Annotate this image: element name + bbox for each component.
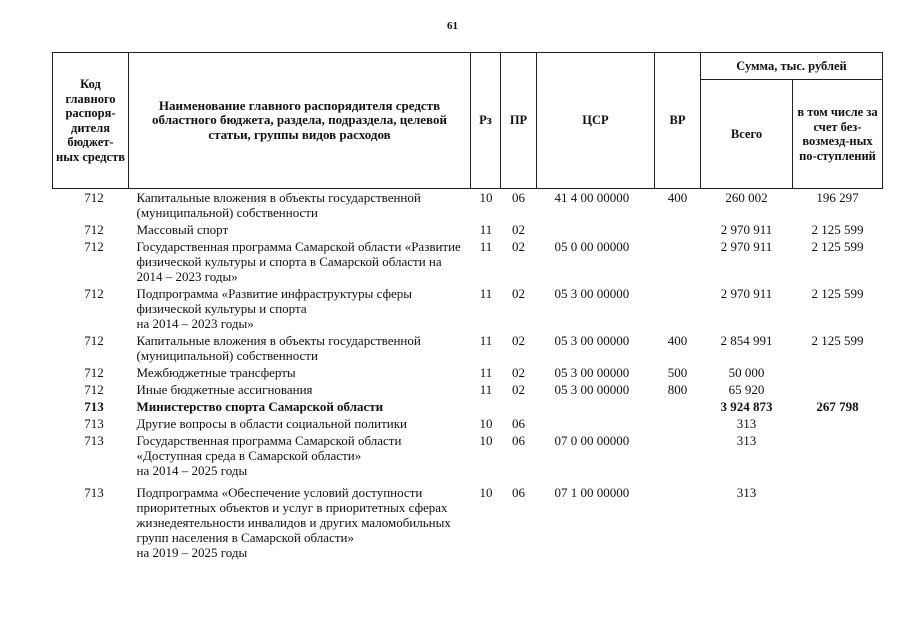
cell-csr: 07 0 00 00000 [554, 433, 630, 448]
table-header [53, 53, 883, 189]
cell-rz: 10 [479, 433, 493, 448]
cell-name: Межбюджетные трансферты [136, 365, 296, 380]
cell-vr [655, 238, 701, 285]
table-row [53, 364, 883, 381]
cell-pr: 06 [512, 433, 525, 448]
cell-total: 65 920 [728, 382, 765, 397]
table-row [53, 415, 883, 432]
header-sum: Сумма, тыс. рублей [701, 53, 883, 80]
cell-name: Государственная программа Самарской области «Развитие физической культуры и спорта в Самарской области на 2014 – 2023 годы» [136, 239, 461, 284]
table-row [53, 238, 883, 285]
cell-pr: 02 [512, 365, 525, 380]
table-row [53, 432, 883, 479]
cell-csr: 41 4 00 00000 [554, 190, 630, 205]
cell-vr [655, 398, 701, 415]
cell-pr: 06 [512, 416, 525, 431]
cell-code: 712 [84, 190, 104, 205]
table-row [53, 285, 883, 332]
header-free: в том числе за счет без-возмезд-ных по-ступлений [793, 80, 883, 189]
table-row [53, 189, 883, 222]
cell-total: 2 970 911 [720, 239, 773, 254]
cell-pr: 06 [512, 485, 525, 500]
cell-vr: 400 [667, 333, 688, 348]
cell-rz: 10 [479, 416, 493, 431]
cell-rz: 11 [479, 333, 493, 348]
cell-csr: 05 3 00 00000 [554, 382, 630, 397]
cell-free [793, 479, 883, 561]
cell-total: 260 002 [725, 190, 768, 205]
cell-free [793, 415, 883, 432]
cell-code: 712 [84, 365, 104, 380]
cell-total: 3 924 873 [720, 399, 773, 414]
cell-code: 713 [84, 485, 104, 500]
header-total: Всего [701, 80, 793, 189]
budget-table-container [52, 52, 882, 561]
cell-csr [537, 415, 655, 432]
cell-name: Капитальные вложения в объекты государственной (муниципальной) собственности [136, 333, 421, 363]
cell-total: 2 854 991 [720, 333, 773, 348]
cell-vr [655, 415, 701, 432]
cell-pr: 02 [512, 382, 525, 397]
cell-pr: 06 [512, 190, 525, 205]
cell-total: 313 [736, 433, 757, 448]
cell-name: Государственная программа Самарской области «Доступная среда в Самарской области» на 2014 – 2025 годы [136, 433, 402, 478]
cell-vr: 800 [667, 382, 688, 397]
cell-rz: 10 [479, 190, 493, 205]
cell-code: 712 [84, 286, 104, 301]
cell-pr [501, 398, 537, 415]
cell-name: Капитальные вложения в объекты государственной (муниципальной) собственности [136, 190, 421, 220]
cell-vr [655, 479, 701, 561]
cell-free: 2 125 599 [811, 222, 864, 237]
cell-vr [655, 285, 701, 332]
cell-name: Подпрограмма «Обеспечение условий доступности приоритетных объектов и услуг в приоритетных сферах жизнедеятельности инвалидов и других маломобильных групп населения в Самарской области» на 2019 – 2025 годы [136, 485, 451, 560]
page-number: 61 [447, 20, 458, 32]
cell-csr [537, 221, 655, 238]
cell-csr [537, 398, 655, 415]
cell-csr: 05 3 00 00000 [554, 286, 630, 301]
cell-name: Массовый спорт [136, 222, 229, 237]
cell-pr: 02 [512, 239, 525, 254]
cell-free [793, 364, 883, 381]
cell-name: Министерство спорта Самарской области [136, 399, 384, 414]
cell-code: 713 [84, 433, 104, 448]
cell-name: Другие вопросы в области социальной политики [136, 416, 407, 431]
cell-free: 196 297 [816, 190, 859, 205]
cell-code: 712 [84, 239, 104, 254]
cell-rz: 11 [479, 239, 493, 254]
cell-pr: 02 [512, 286, 525, 301]
cell-free [793, 432, 883, 479]
cell-vr: 500 [667, 365, 688, 380]
cell-total: 313 [736, 416, 757, 431]
table-row [53, 381, 883, 398]
cell-vr [655, 432, 701, 479]
table-row [53, 221, 883, 238]
cell-code: 713 [84, 416, 104, 431]
cell-pr: 02 [512, 222, 525, 237]
header-csr: ЦСР [537, 53, 655, 189]
cell-rz: 11 [479, 222, 493, 237]
cell-code: 712 [84, 333, 104, 348]
cell-total: 50 000 [728, 365, 765, 380]
cell-name: Подпрограмма «Развитие инфраструктуры сферы физической культуры и спорта на 2014 – 2023 годы» [136, 286, 413, 331]
cell-code: 712 [84, 222, 104, 237]
cell-csr: 05 3 00 00000 [554, 333, 630, 348]
header-name: Наименование главного распорядителя средств областного бюджета, раздела, подраздела, целевой статьи, группы видов расходов [129, 53, 471, 189]
cell-rz: 11 [479, 365, 493, 380]
cell-rz: 10 [479, 485, 493, 500]
cell-free: 267 798 [816, 399, 859, 414]
table-row [53, 332, 883, 364]
table-row [53, 479, 883, 561]
cell-total: 313 [736, 485, 757, 500]
cell-code: 712 [84, 382, 104, 397]
cell-rz: 11 [479, 286, 493, 301]
cell-pr: 02 [512, 333, 525, 348]
cell-vr: 400 [667, 190, 688, 205]
cell-free: 2 125 599 [811, 239, 864, 254]
cell-csr: 05 3 00 00000 [554, 365, 630, 380]
header-code: Код главного распоря-дителя бюджет-ных средств [53, 53, 129, 189]
cell-name: Иные бюджетные ассигнования [136, 382, 313, 397]
cell-total: 2 970 911 [720, 286, 773, 301]
cell-code: 713 [84, 399, 104, 414]
cell-csr: 05 0 00 00000 [554, 239, 630, 254]
cell-rz [471, 398, 501, 415]
table-row [53, 398, 883, 415]
cell-csr: 07 1 00 00000 [554, 485, 630, 500]
cell-free: 2 125 599 [811, 333, 864, 348]
table-body [53, 189, 883, 562]
header-pr: ПР [501, 53, 537, 189]
header-vr: ВР [655, 53, 701, 189]
cell-free: 2 125 599 [811, 286, 864, 301]
cell-vr [655, 221, 701, 238]
cell-free [793, 381, 883, 398]
header-rz: Рз [471, 53, 501, 189]
budget-table [52, 52, 883, 561]
cell-rz: 11 [479, 382, 493, 397]
cell-total: 2 970 911 [720, 222, 773, 237]
